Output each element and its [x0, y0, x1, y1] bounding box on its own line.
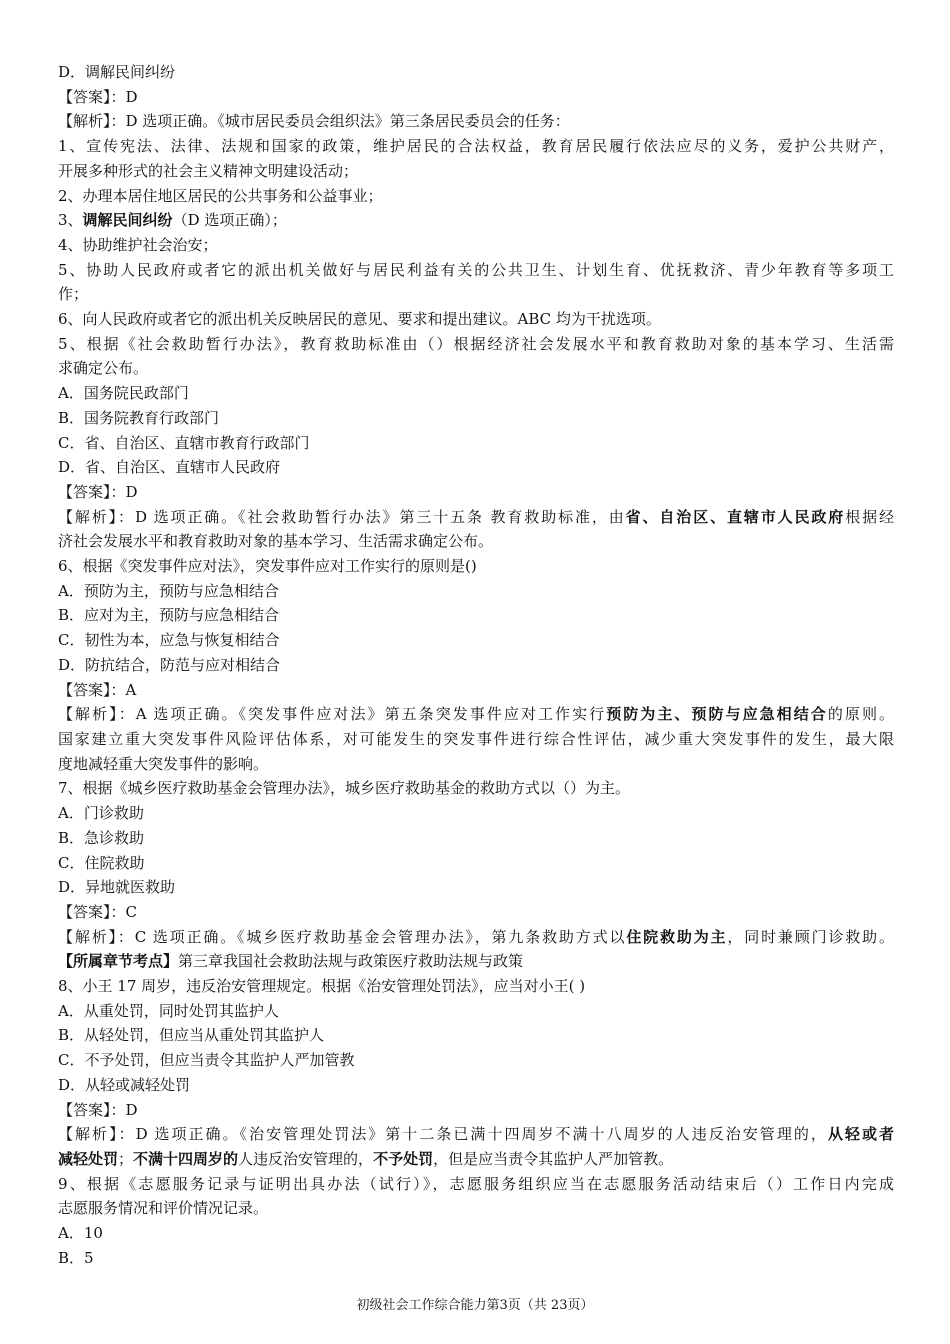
text-line: [58, 480, 894, 505]
text-line: [58, 381, 894, 406]
text-line: [58, 184, 894, 209]
text-run: 1、宣传宪法、法律、法规和国家的政策，维护居民的合法权益，教育居民履行依法应尽的义务，爱护公共财产，: [58, 137, 894, 156]
text-line: [58, 529, 894, 554]
text-line: [58, 208, 894, 233]
text-run: 【解析】：D 选项正确。《城市居民委员会组织法》第三条居民委员会的任务：: [58, 112, 570, 131]
text-line: [58, 109, 894, 134]
text-line: [58, 949, 894, 974]
text-run: 3、: [58, 211, 83, 230]
text-line: [58, 258, 894, 283]
text-line: [58, 307, 894, 332]
text-run: C．住院救助: [58, 853, 145, 872]
text-run: ，同时兼顾门诊救助。: [727, 927, 894, 946]
text-run: 【解析】：C 选项正确。《城乡医疗救助基金会管理办法》，第九条救助方式以: [58, 927, 627, 946]
text-line: [58, 1172, 894, 1197]
text-run: 根据经: [845, 507, 894, 526]
text-run: 【答案】：C: [58, 902, 137, 921]
text-line: [58, 1098, 894, 1123]
text-line: [58, 505, 894, 530]
text-line: [58, 1073, 894, 1098]
text-line: [58, 851, 894, 876]
text-run: 8、小王 17 周岁，违反治安管理规定。根据《治安管理处罚法》，应当对小王( ): [58, 977, 586, 996]
text-line: [58, 900, 894, 925]
text-run: C．省、自治区、直辖市教育行政部门: [58, 433, 310, 452]
text-line: [58, 776, 894, 801]
bold-text: 省、自治区、直辖市人民政府: [625, 507, 846, 526]
text-line: [58, 455, 894, 480]
text-run: 求确定公布。: [58, 359, 149, 378]
text-run: D．省、自治区、直辖市人民政府: [58, 458, 281, 477]
text-run: 9、根据《志愿服务记录与证明出具办法（试行）》，志愿服务组织应当在志愿服务活动结束后（）工作日内完成: [58, 1174, 894, 1193]
bold-text: 不予处罚: [373, 1149, 434, 1168]
text-line: [58, 233, 894, 258]
text-run: B．急诊救助: [58, 828, 145, 847]
bold-text: 减轻处罚: [58, 1149, 119, 1168]
text-run: 的原则。: [827, 705, 894, 724]
text-run: 4、协助维护社会治安；: [58, 235, 218, 254]
text-line: [58, 752, 894, 777]
text-run: 【答案】：A: [58, 680, 137, 699]
text-run: 5、根据《社会救助暂行办法》，教育救助标准由（）根据经济社会发展水平和教育救助对象的基本学习、生活需: [58, 334, 894, 353]
text-run: A．国务院民政部门: [58, 384, 189, 403]
text-line: [58, 332, 894, 357]
text-run: D．防抗结合，防范与应对相结合: [58, 655, 281, 674]
text-line: [58, 875, 894, 900]
text-run: 【解析】：D 选项正确。《社会救助暂行办法》第三十五条 教育救助标准，由: [58, 507, 626, 526]
text-run: 第三章我国社会救助法规与政策医疗救助法规与政策: [178, 952, 524, 971]
text-line: [58, 554, 894, 579]
text-run: A．10: [58, 1224, 103, 1243]
text-run: D．从轻或减轻处罚: [58, 1075, 191, 1094]
text-run: 【答案】：D: [58, 1100, 138, 1119]
text-line: [58, 431, 894, 456]
text-line: [58, 159, 894, 184]
text-run: 6、向人民政府或者它的派出机关反映居民的意见、要求和提出建议。ABC 均为干扰选项。: [58, 310, 661, 329]
text-run: A．从重处罚，同时处罚其监护人: [58, 1001, 279, 1020]
text-line: [58, 1147, 894, 1172]
text-run: 【解析】：A 选项正确。《突发事件应对法》第五条突发事件应对工作实行: [58, 705, 607, 724]
text-line: [58, 603, 894, 628]
text-run: 志愿服务情况和评价情况记录。: [58, 1199, 269, 1218]
text-line: [58, 60, 894, 85]
text-run: 7、根据《城乡医疗救助基金会管理办法》，城乡医疗救助基金的救助方式以（）为主。: [58, 779, 631, 798]
text-line: [58, 974, 894, 999]
text-line: [58, 801, 894, 826]
text-run: 度地减轻重大突发事件的影响。: [58, 754, 269, 773]
text-run: 济社会发展水平和教育救助对象的基本学习、生活需求确定公布。: [58, 532, 494, 551]
text-line: [58, 678, 894, 703]
text-run: （D 选项正确）；: [172, 211, 287, 230]
bold-text: 不满十四周岁的: [133, 1149, 239, 1168]
text-line: [58, 282, 894, 307]
text-run: C．不予处罚，但应当责令其监护人严加管教: [58, 1051, 355, 1070]
text-run: A．预防为主，预防与应急相结合: [58, 581, 279, 600]
text-run: B．国务院教育行政部门: [58, 408, 220, 427]
bold-text: 调解民间纠纷: [82, 211, 173, 230]
text-run: B．5: [58, 1248, 94, 1267]
bold-text: 【所属章节考点】: [58, 952, 179, 971]
text-line: [58, 1122, 894, 1147]
text-line: [58, 1196, 894, 1221]
text-line: [58, 1023, 894, 1048]
text-run: 【答案】：D: [58, 482, 138, 501]
text-run: 5、协助人民政府或者它的派出机关做好与居民利益有关的公共卫生、计划生育、优抚救济、青少年教育等多项工: [58, 260, 894, 279]
text-line: [58, 1221, 894, 1246]
text-run: B．从轻处罚，但应当从重处罚其监护人: [58, 1026, 325, 1045]
text-run: 国家建立重大突发事件风险评估体系，对可能发生的突发事件进行综合性评估，减少重大突发事件的发生，最大限: [58, 729, 894, 748]
text-run: D．异地就医救助: [58, 878, 176, 897]
text-run: 开展多种形式的社会主义精神文明建设活动；: [58, 161, 359, 180]
bold-text: 住院救助为主: [626, 927, 728, 946]
text-run: 2、办理本居住地区居民的公共事务和公益事业；: [58, 186, 383, 205]
bold-text: 从轻或者: [827, 1125, 894, 1144]
text-run: ；: [118, 1149, 134, 1168]
text-run: ，但是应当责令其监护人严加管教。: [433, 1149, 674, 1168]
text-run: 作；: [58, 285, 89, 304]
text-line: [58, 1048, 894, 1073]
text-line: [58, 356, 894, 381]
text-line: [58, 1246, 894, 1271]
text-line: [58, 406, 894, 431]
text-run: C．韧性为本，应急与恢复相结合: [58, 631, 280, 650]
text-line: [58, 999, 894, 1024]
text-run: B．应对为主，预防与应急相结合: [58, 606, 280, 625]
text-line: [58, 134, 894, 159]
text-run: 6、根据《突发事件应对法》，突发事件应对工作实行的原则是(): [58, 557, 477, 576]
text-line: [58, 85, 894, 110]
text-line: [58, 653, 894, 678]
text-line: [58, 727, 894, 752]
text-line: [58, 702, 894, 727]
text-line: [58, 579, 894, 604]
text-line: [58, 925, 894, 950]
page-footer: 初级社会工作综合能力第3页（共 23页）: [356, 1298, 594, 1313]
text-line: [58, 826, 894, 851]
text-run: A．门诊救助: [58, 804, 144, 823]
text-run: 【解析】：D 选项正确。《治安管理处罚法》第十二条已满十四周岁不满十八周岁的人违反治安管理的，: [58, 1125, 828, 1144]
page-body: [58, 60, 894, 1270]
text-run: 人违反治安管理的，: [238, 1149, 374, 1168]
text-run: D．调解民间纠纷: [58, 63, 176, 81]
bold-text: 预防为主、预防与应急相结合: [606, 705, 828, 724]
text-line: [58, 628, 894, 653]
text-run: 【答案】：D: [58, 87, 138, 106]
